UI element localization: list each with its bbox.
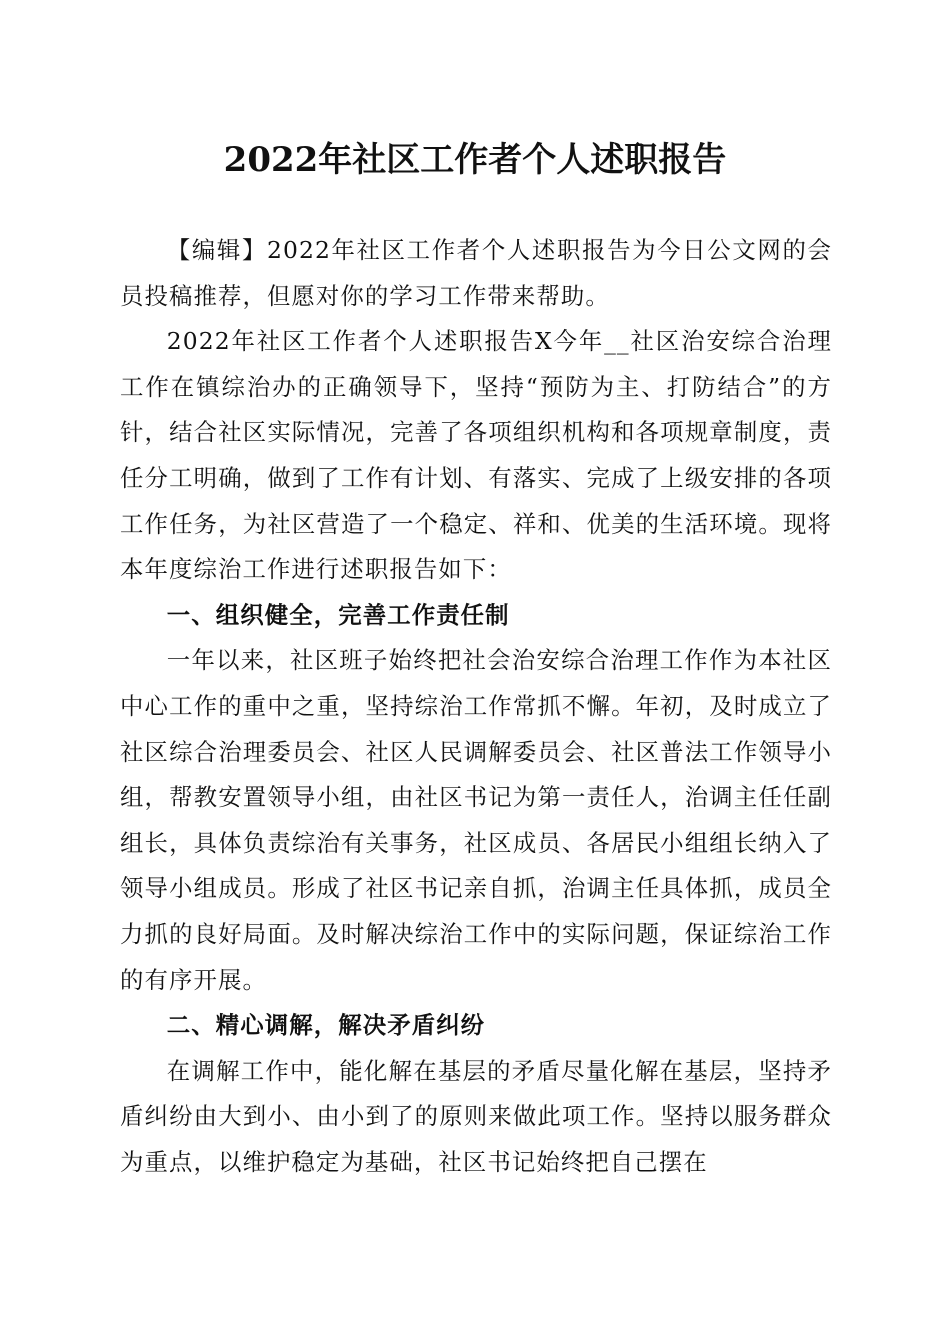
section-2-paragraph: 在调解工作中，能化解在基层的矛盾尽量化解在基层，坚持矛盾纠纷由大到小、由小到了的原则来做此项工作。坚持以服务群众为重点，以维护稳定为基础，社区书记始终把自己摆在	[120, 1056, 832, 1176]
document-body	[120, 228, 832, 1185]
section-heading-2: 二、精心调解，解决矛盾纠纷	[166, 1011, 486, 1040]
document-title: 2022年社区工作者个人述职报告	[223, 140, 727, 180]
intro-paragraph: 【编辑】2022年社区工作者个人述职报告为今日公文网的会员投稿推荐，但愿对你的学习工作带来帮助。	[120, 236, 832, 310]
section-1-paragraph: 一年以来，社区班子始终把社会治安综合治理工作作为本社区中心工作的重中之重，坚持综治工作常抓不懈。年初，及时成立了社区综合治理委员会、社区人民调解委员会、社区普法工作领导小组，帮教安置领导小组，由社区书记为第一责任人，治调主任任副组长，具体负责综治有关事务，社区成员、各居民小组组长纳入了领导小组成员。形成了社区书记亲自抓，治调主任具体抓，成员全力抓的良好局面。及时解决综治工作中的实际问题，保证综治工作的有序开展。	[120, 646, 832, 994]
overview-paragraph: 2022年社区工作者个人述职报告X今年__社区治安综合治理工作在镇综治办的正确领导下，坚持“预防为主、打防结合”的方针，结合社区实际情况，完善了各项组织机构和各项规章制度，责任分工明确，做到了工作有计划、有落实、完成了上级安排的各项工作任务，为社区营造了一个稳定、祥和、优美的生活环境。现将本年度综治工作进行述职报告如下：	[120, 327, 832, 584]
section-heading-1: 一、组织健全，完善工作责任制	[166, 600, 510, 629]
